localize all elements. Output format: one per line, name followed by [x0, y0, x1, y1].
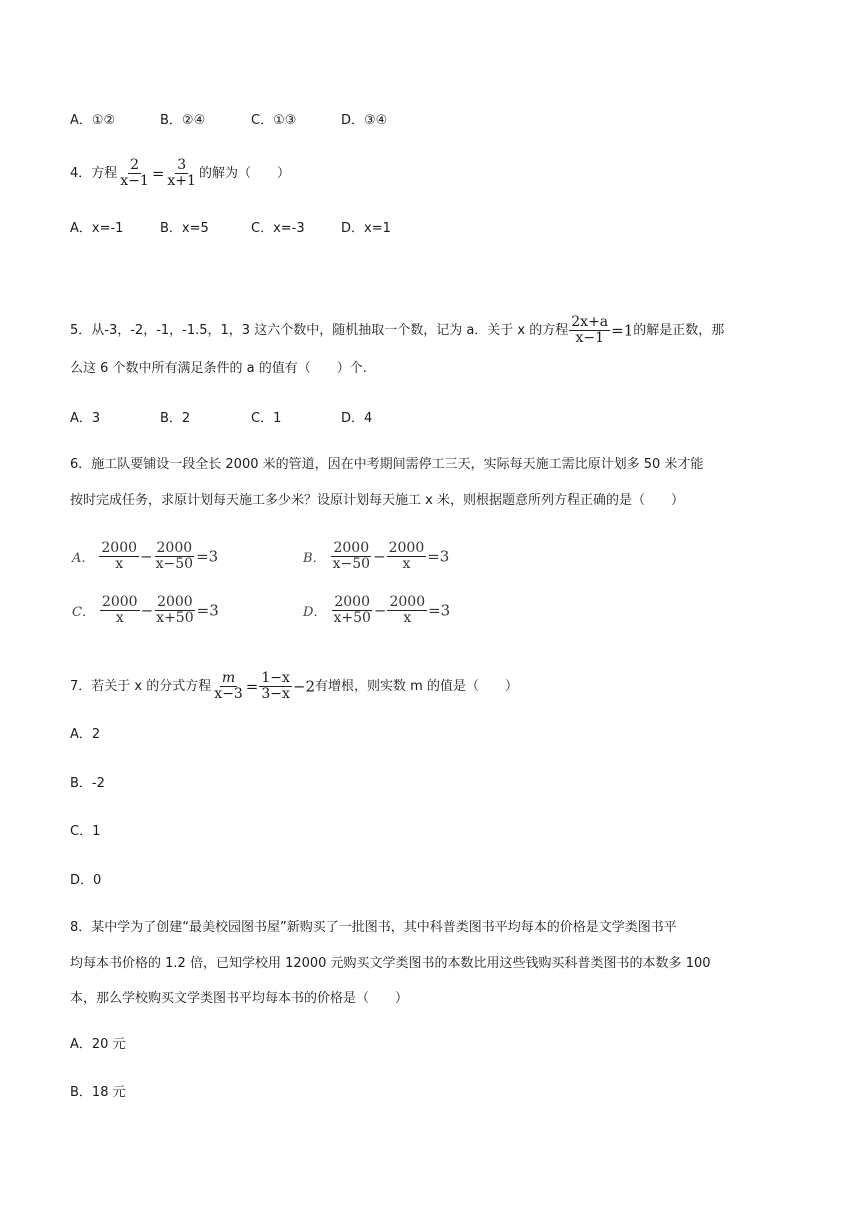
q4-rhs-denominator: x+1	[167, 173, 196, 189]
q4-equals: =	[151, 164, 165, 183]
q6-c-minus: −	[140, 601, 154, 620]
q6-a-f1-denominator: x	[115, 556, 124, 572]
q6-a-equals-three: =3	[196, 547, 219, 566]
q6-d-fraction-2	[387, 595, 427, 626]
q6-d-fraction-1	[331, 595, 372, 626]
q5-equals-one: =1	[611, 321, 634, 340]
q6-c-fraction-2	[154, 595, 195, 626]
q6-option-b-label: B．	[303, 551, 326, 566]
q6-a-minus: −	[140, 547, 153, 566]
q6-c-f2-numerator: 2000	[157, 594, 193, 610]
q6-option-d	[303, 595, 450, 626]
q6-stem-line1: 6．施工队要铺设一段全长 2000 米的管道，因在中考期间需停工三天，实际每天施工需比原计划多 50 米才能	[70, 457, 704, 472]
q6-b-fraction-2	[387, 541, 427, 572]
q7-option-b: B．-2	[70, 776, 105, 791]
q4-option-c: C．x=-3	[251, 221, 305, 236]
q5-prefix: 5．从-3，-2，-1，-1.5，1，3 这六个数中，随机抽取一个数，记为 a．关于 x 的方程	[70, 323, 569, 338]
q8-stem-line2: 均每本书价格的 1.2 倍，已知学校用 12000 元购买文学类图书的本数比用这些钱购买科普类图书的本数多 100	[70, 956, 711, 971]
q6-c-f1-numerator: 2000	[101, 594, 138, 610]
q7-rhs-denominator: 3−x	[261, 686, 290, 702]
q6-c-equals-three: =3	[196, 601, 219, 620]
q6-a-f2-denominator: x−50	[155, 556, 194, 572]
q6-d-minus: −	[373, 601, 387, 620]
q6-b-equals-three: =3	[427, 547, 450, 566]
q4-lhs-numerator: 2	[130, 157, 140, 173]
q6-option-a-label: A．	[72, 551, 95, 566]
q6-a-fraction-2	[154, 541, 195, 572]
q6-c-f1-denominator: x	[115, 610, 124, 626]
q5-option-b: B．2	[160, 411, 191, 426]
q7-rhs-fraction	[259, 671, 292, 702]
q8-option-a: A．20 元	[70, 1037, 126, 1052]
q6-b-f2-numerator: 2000	[388, 540, 425, 556]
q6-b-minus: −	[373, 547, 386, 566]
q6-stem-line2: 按时完成任务，求原计划每天施工多少米？设原计划每天施工 x 米，则根据题意所列方程正确的是（ ）	[70, 493, 684, 508]
q4-option-d: D．x=1	[341, 221, 391, 236]
q5-stem-line2: 么这 6 个数中所有满足条件的 a 的值有（ ）个.	[70, 361, 367, 376]
q6-option-c-label: C．	[72, 605, 95, 620]
q6-option-b	[303, 541, 449, 572]
q6-b-f1-denominator: x−50	[332, 556, 371, 572]
q5-suffix: 的解是正数，那	[633, 323, 725, 338]
q6-a-f1-numerator: 2000	[101, 540, 138, 556]
q4-option-a: A．x=-1	[70, 221, 124, 236]
q6-d-f2-denominator: x	[403, 610, 412, 626]
q7-option-d: D．0	[70, 873, 102, 888]
q6-d-f1-denominator: x+50	[333, 610, 371, 626]
q7-equals: =	[245, 677, 259, 696]
q7-prefix: 7．若关于 x 的分式方程	[70, 679, 212, 694]
q4-lhs-denominator: x−1	[120, 173, 149, 189]
q7-rhs-numerator: 1−x	[261, 670, 290, 686]
q6-d-equals-three: =3	[428, 601, 451, 620]
q4-prefix: 4．方程	[70, 166, 118, 181]
q6-c-fraction-1	[100, 595, 140, 626]
q7-option-a: A．2	[70, 727, 101, 742]
q4-rhs-numerator: 3	[177, 157, 187, 173]
q4-suffix: 的解为（ ）	[198, 166, 290, 181]
q4-stem	[70, 158, 290, 189]
q7-lhs-numerator: m	[221, 670, 236, 686]
q8-stem-line3: 本，那么学校购买文学类图书平均每本书的价格是（ ）	[70, 991, 409, 1006]
q6-option-d-label: D．	[303, 605, 327, 620]
q7-lhs-denominator: x−3	[214, 686, 243, 702]
q6-d-f1-numerator: 2000	[334, 594, 370, 610]
q3-option-d: D．③④	[341, 113, 388, 128]
q6-b-f1-numerator: 2000	[333, 540, 370, 556]
q7-option-c: C．1	[70, 824, 101, 839]
q4-rhs-fraction	[165, 158, 198, 189]
q6-option-c	[72, 595, 219, 626]
q3-option-c: C．①③	[251, 113, 297, 128]
q6-a-fraction-1	[99, 541, 139, 572]
q3-option-b: B．②④	[160, 113, 206, 128]
q6-option-a	[72, 541, 218, 572]
q5-denominator: x−1	[575, 330, 604, 346]
q5-option-a: A．3	[70, 411, 101, 426]
q6-b-f2-denominator: x	[402, 556, 411, 572]
q4-option-b: B．x=5	[160, 221, 209, 236]
q7-suffix: 有增根，则实数 m 的值是（ ）	[315, 679, 518, 694]
q7-lhs-fraction	[212, 671, 245, 702]
q8-option-b: B．18 元	[70, 1085, 126, 1100]
q3-option-a: A．①②	[70, 113, 116, 128]
q5-numerator: 2x+a	[571, 314, 609, 330]
q7-minus-two: −2	[292, 677, 316, 696]
q6-a-f2-numerator: 2000	[156, 540, 193, 556]
q6-b-fraction-1	[331, 541, 372, 572]
q8-stem-line1: 8．某中学为了创建“最美校园图书屋”新购买了一批图书，其中科普类图书平均每本的价格是文学类图书平	[70, 920, 677, 935]
q5-stem-line1	[70, 315, 724, 346]
q5-option-d: D．4	[341, 411, 373, 426]
q6-d-f2-numerator: 2000	[389, 594, 426, 610]
q6-c-f2-denominator: x+50	[156, 610, 194, 626]
q7-stem	[70, 671, 518, 702]
q4-lhs-fraction	[118, 158, 151, 189]
q5-fraction	[569, 315, 610, 346]
q5-option-c: C．1	[251, 411, 282, 426]
